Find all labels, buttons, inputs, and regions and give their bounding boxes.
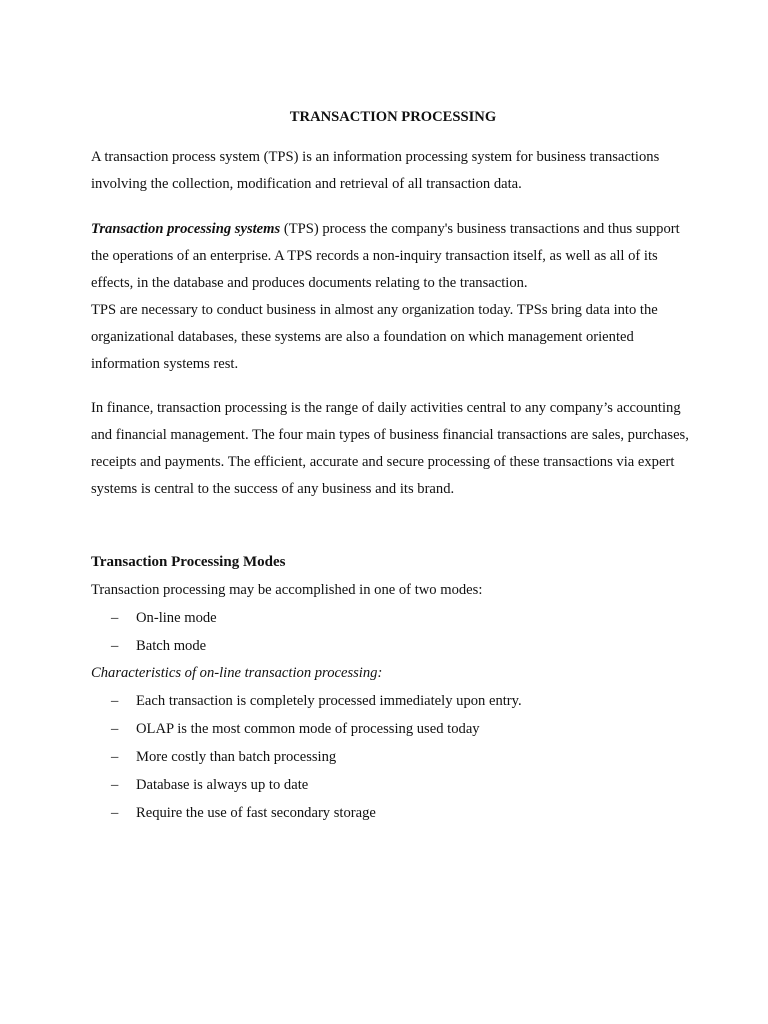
list-item <box>91 799 691 827</box>
paragraph-modes-intro: Transaction processing may be accomplished in one of two modes: <box>91 582 483 598</box>
section-heading-modes: Transaction Processing Modes <box>91 554 286 570</box>
paragraph-tps-operations-text: (TPS) process the company's business transactions and thus support the operations of an enterprise. A TPS records a non-inquiry transaction itself, as well as all of its effects, in the database and produces documents relating to the transaction. <box>91 221 680 291</box>
paragraph-tps-definition: A transaction process system (TPS) is an information processing system for business transactions involving the collection, modification and retrieval of all transaction data. <box>91 149 660 192</box>
list-item-text: OLAP is the most common mode of processing used today <box>136 721 480 737</box>
list-item <box>91 771 691 799</box>
dash-bullet: – <box>111 721 119 737</box>
dash-bullet: – <box>111 610 119 626</box>
online-characteristics-list <box>91 687 691 827</box>
list-item <box>91 632 691 660</box>
dash-bullet: – <box>111 693 119 709</box>
subheading-online-characteristics: Characteristics of on-line transaction processing: <box>91 665 383 681</box>
paragraph-tps-operations <box>91 216 691 297</box>
document-body <box>91 104 691 827</box>
list-item-text: Batch mode <box>136 638 207 654</box>
modes-list <box>91 604 691 660</box>
list-item <box>91 715 691 743</box>
list-item <box>91 687 691 715</box>
list-item-text: Database is always up to date <box>136 777 309 793</box>
paragraph-finance: In finance, transaction processing is the range of daily activities central to any company’s accounting and financial management. The four main types of business financial transactions are sales, purchases, receipts and payments. The efficient, accurate and secure processing of these transactions via expert systems is central to the success of any business and its brand. <box>91 400 689 497</box>
list-item-text: Require the use of fast secondary storage <box>136 805 376 821</box>
paragraph-tps-necessity: TPS are necessary to conduct business in almost any organization today. TPSs bring data into the organizational databases, these systems are also a foundation on which management oriented information systems rest. <box>91 302 658 372</box>
list-item-text: Each transaction is completely processed immediately upon entry. <box>136 693 522 709</box>
document-title: TRANSACTION PROCESSING <box>289 109 497 125</box>
dash-bullet: – <box>111 805 119 821</box>
list-item <box>91 604 691 632</box>
dash-bullet: – <box>111 777 119 793</box>
list-item-text: More costly than batch processing <box>136 749 337 765</box>
dash-bullet: – <box>111 638 119 654</box>
dash-bullet: – <box>111 749 119 765</box>
emphasized-term: Transaction processing systems <box>91 221 281 237</box>
list-item <box>91 743 691 771</box>
list-item-text: On-line mode <box>136 610 217 626</box>
